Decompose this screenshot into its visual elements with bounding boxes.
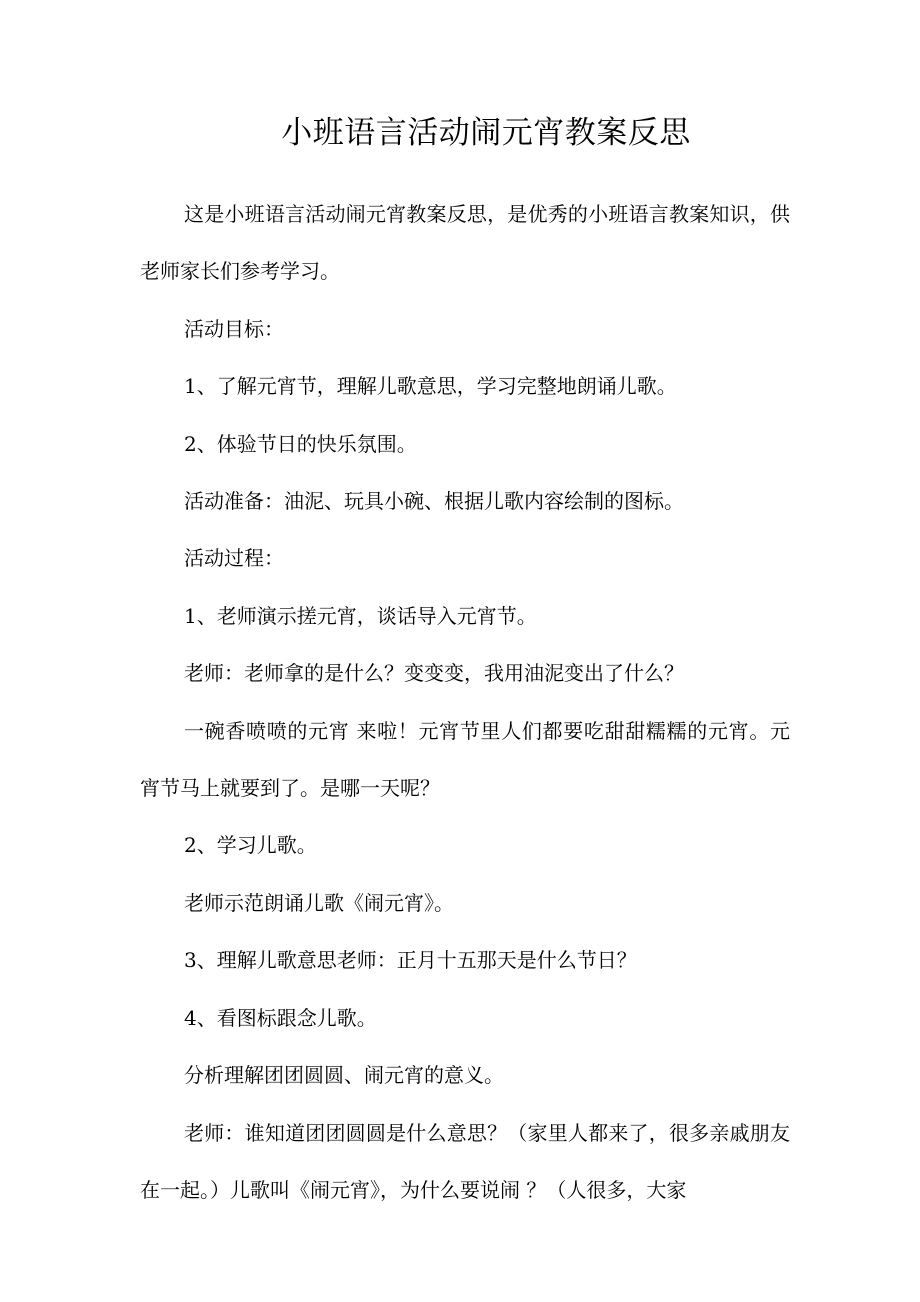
paragraph-teacher-discussion: 老师：谁知道团团圆圆是什么意思？（家里人都来了，很多亲戚朋友在一起。）儿歌叫《闹元宵》，为什么要说闹 ？（人很多，大家 <box>140 1120 790 1202</box>
paragraph-demo-recite: 老师示范朗诵儿歌《闹元宵》。 <box>184 890 454 915</box>
paragraph-yuanxiao: 一碗香喷喷的元宵 来啦！元宵节里人们都要吃甜甜糯糯的元宵。元宵节马上就要到了。是哪一天呢？ <box>140 718 790 801</box>
document-title: 小班语言活动闹元宵教案反思 <box>281 115 691 151</box>
paragraph-process-heading: 活动过程： <box>184 546 284 571</box>
paragraph-goals-heading: 活动目标： <box>184 316 284 341</box>
paragraph-goal-1: 1、了解元宵节，理解儿歌意思，学习完整地朗诵儿歌。 <box>184 374 677 399</box>
paragraph-step-4: 4、看图标跟念儿歌。 <box>184 1005 377 1030</box>
paragraph-preparation: 活动准备：油泥、玩具小碗、根据儿歌内容绘制的图标。 <box>184 489 684 514</box>
paragraph-teacher-question: 老师：老师拿的是什么？变变变，我用油泥变出了什么？ <box>184 661 684 686</box>
paragraph-goal-2: 2、体验节日的快乐氛围。 <box>184 431 417 456</box>
paragraph-intro: 这是小班语言活动闹元宵教案反思，是优秀的小班语言教案知识，供老师家长们参考学习。 <box>140 202 790 284</box>
paragraph-analysis: 分析理解团团圆圆、闹元宵的意义。 <box>184 1063 504 1088</box>
paragraph-step-1: 1、老师演示搓元宵，谈话导入元宵节。 <box>184 603 537 628</box>
document-body <box>140 186 790 1219</box>
paragraph-step-2: 2、学习儿歌。 <box>184 833 317 858</box>
paragraph-step-3: 3、理解儿歌意思老师：正月十五那天是什么节日？ <box>184 948 637 973</box>
